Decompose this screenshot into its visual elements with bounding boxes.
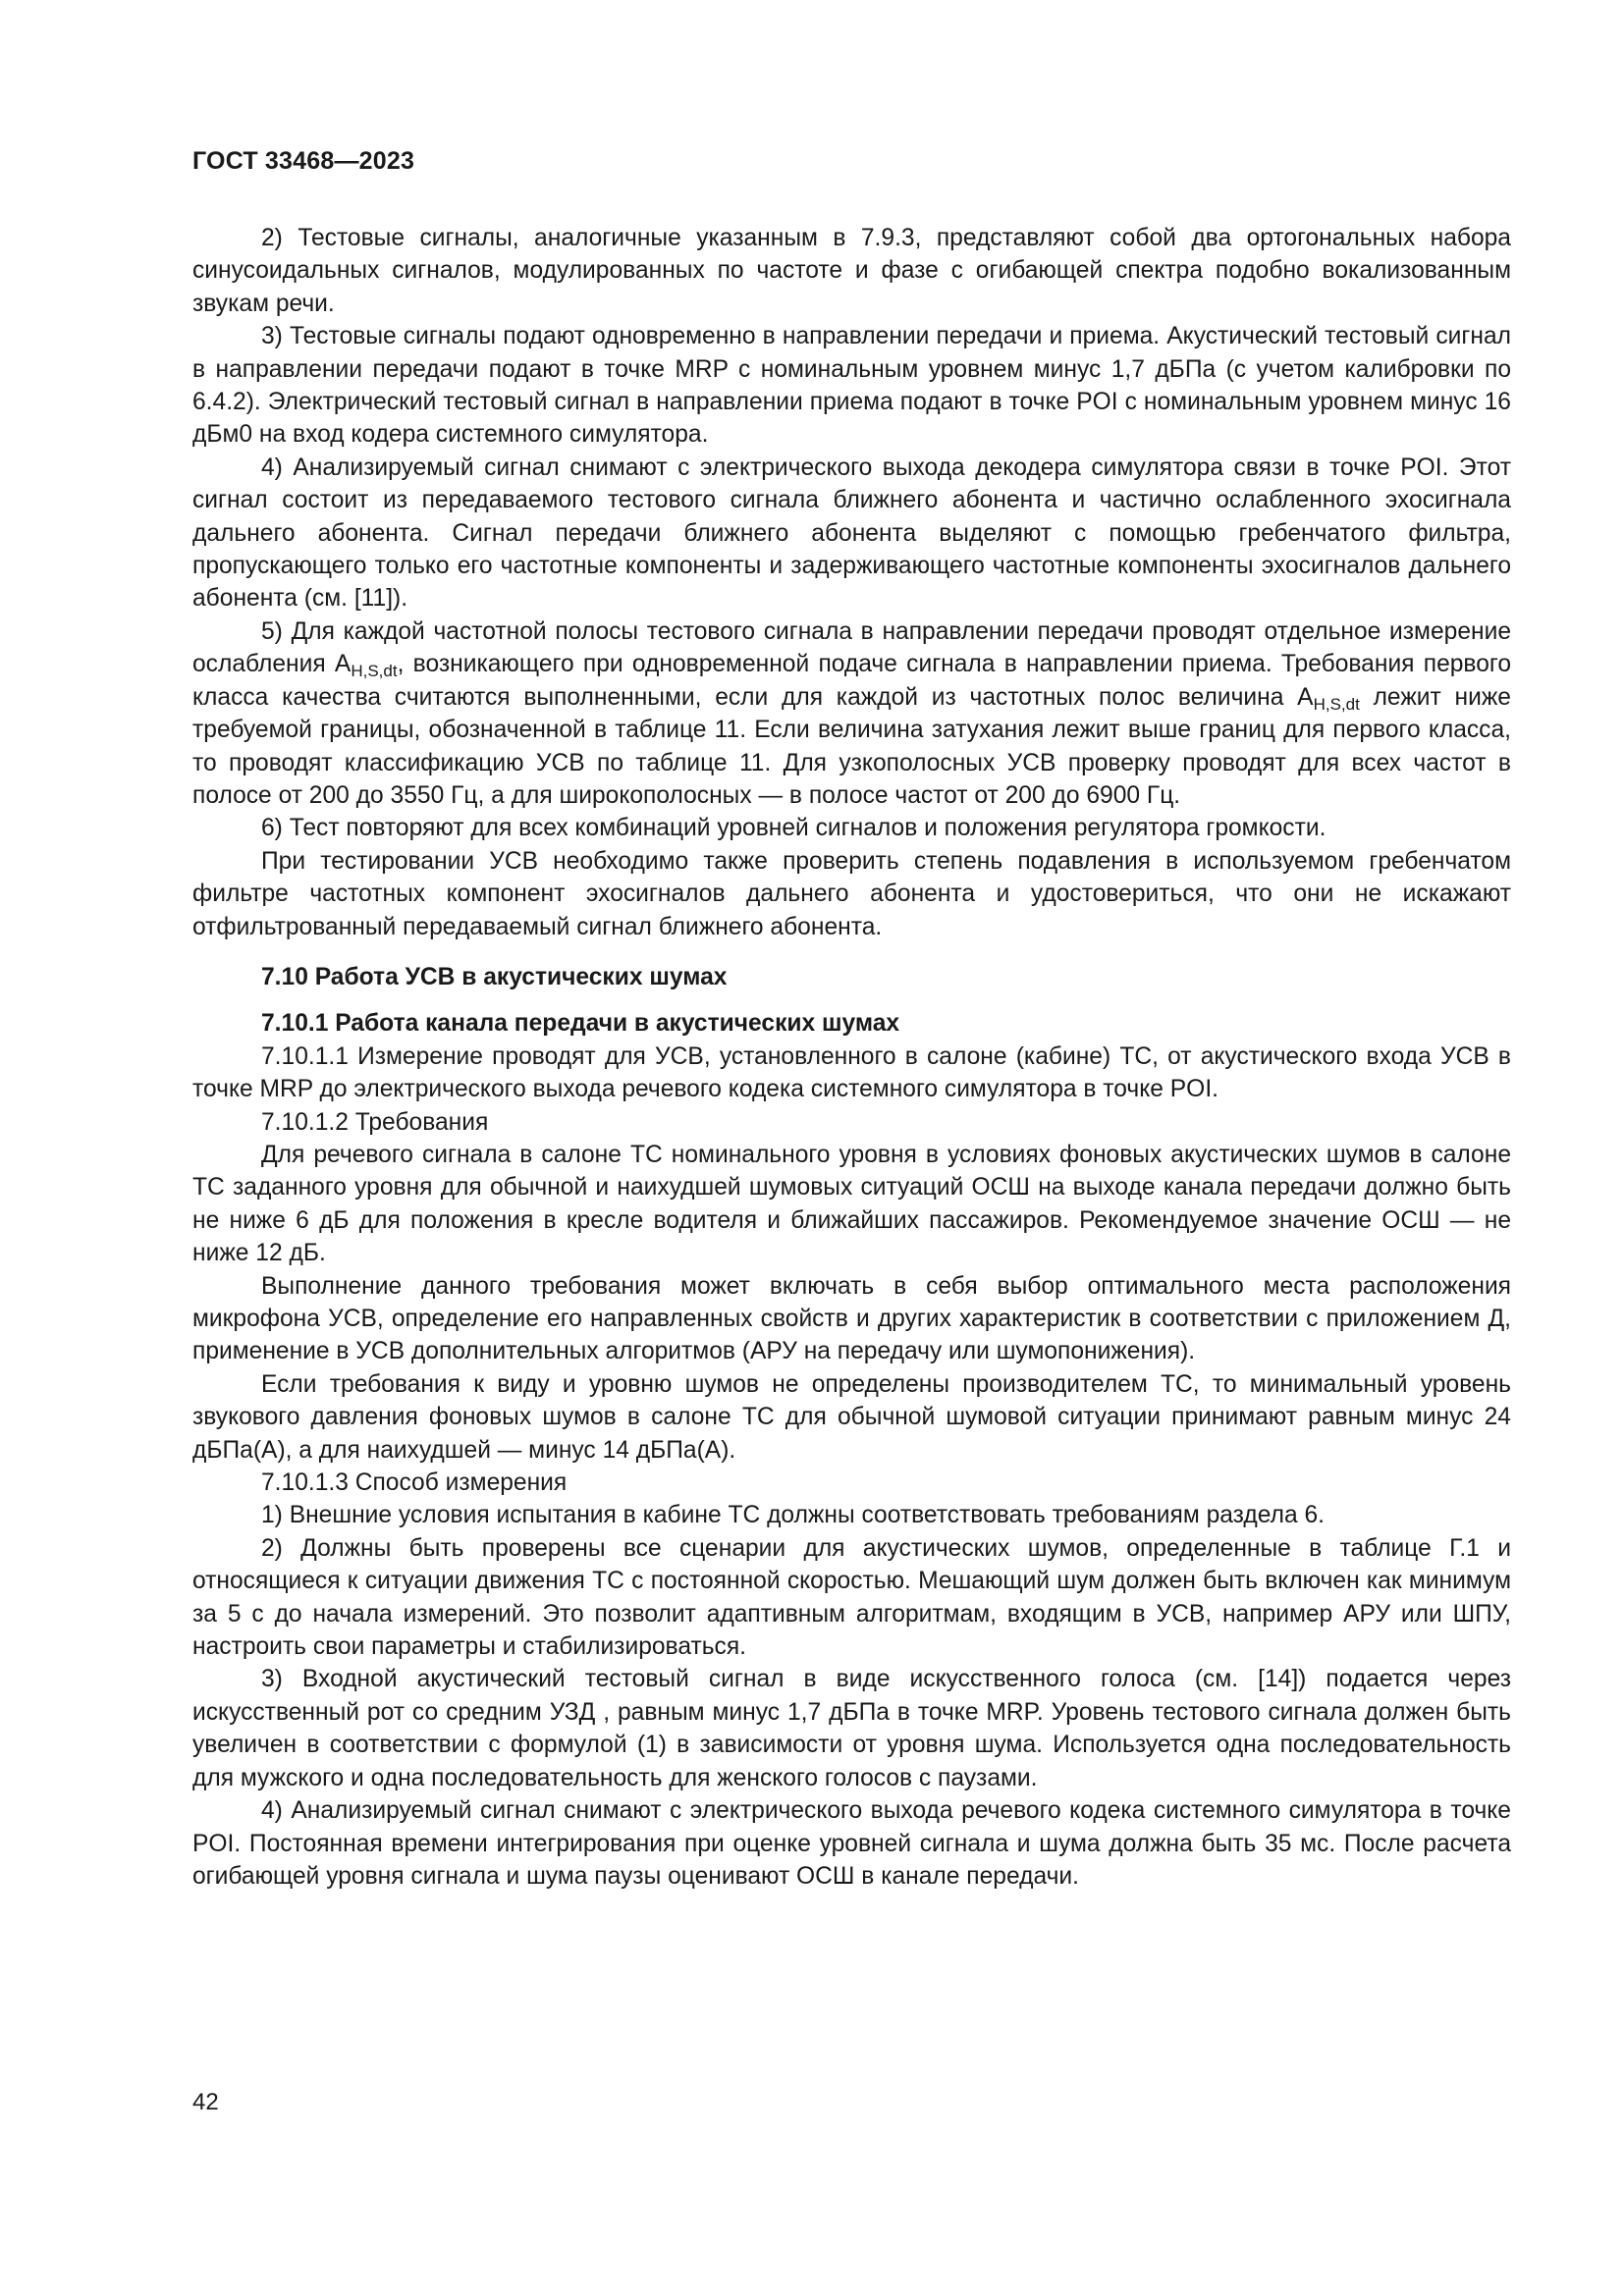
paragraph: При тестировании УСВ необходимо также проверить степень подавления в используемом гребенчатом фильтре частотных компонент эхосигналов дальнего абонента и удостовериться, что они не искажают отфильтрованный передаваемый сигнал ближнего абонента. [192, 847, 1511, 940]
subsection-heading: 7.10.1 Работа канала передачи в акустических шумах [261, 1010, 900, 1038]
paragraph: Для речевого сигнала в салоне ТС номинального уровня в условиях фоновых акустических шумов в салоне ТС заданного уровня для обычной и наихудшей шумовых ситуаций ОСШ на выходе канала передачи должно быть не ниже 6 дБ для положения в кресле водителя и ближайших пассажиров. Рекомендуемое значение ОСШ — не ниже 12 дБ. [192, 1141, 1511, 1267]
paragraph: 3) Входной акустический тестовый сигнал в виде искусственного голоса (см. [14]) подается через искусственный рот со средним УЗД , равным минус 1,7 дБПа в точке MRP. Уровень тестового сигнала должен быть увеличен в соответствии с формулой (1) в зависимости от уровня шума. Используется одна последовательность для мужского и одна последовательность для женского голосов с паузами. [192, 1666, 1511, 1791]
page-body [192, 222, 1511, 1893]
paragraph: 6) Тест повторяют для всех комбинаций уровней сигналов и положения регулятора громкости. [261, 815, 1326, 842]
text-run: 5) Для каждой частотной полосы тестового сигнала в направлении передачи проводят отдельное измерение ослабления [192, 617, 1511, 678]
document-code: ГОСТ 33468—2023 [192, 147, 415, 175]
text-run: лежит ниже требуемой границы, обозначенной в таблице 11. Если величина затухания лежит выше границ для первого класса, то проводят классификацию УСВ по таблице 11. Для узкополосных УСВ проверку проводят для всех частот в полосе от 200 до 3550 Гц, а для широкополосных — в полосе частот от 200 до 6900 Гц. [192, 683, 1511, 809]
page-number: 42 [192, 2089, 219, 2115]
section-heading: 7.10 Работа УСВ в акустических шумах [261, 963, 728, 990]
paragraph-attenuation [192, 615, 1511, 812]
paragraph: 4) Анализируемый сигнал снимают с электрического выхода декодера симулятора связи в точке POI. Этот сигнал состоит из передаваемого тестового сигнала ближнего абонента и частично ослабленного эхосигнала дальнего абонента. Сигнал передачи ближнего абонента выделяют с помощью гребенчатого фильтра, пропускающего только его частотные компоненты и задерживающего частотные компоненты эхосигналов дальнего абонента (см. [11]). [192, 454, 1511, 613]
symbol: A [334, 651, 352, 678]
paragraph: 2) Тестовые сигналы, аналогичные указанным в 7.9.3, представляют собой два ортогональных набора синусоидальных сигналов, модулированных по частоте и фазе с огибающей спектра подобно вокализованным звукам речи. [192, 225, 1511, 317]
subscript: H,S,dt [1313, 694, 1360, 714]
paragraph: 4) Анализируемый сигнал снимают с электрического выхода речевого кодека системного симулятора в точке POI. Постоянная времени интегрирования при оценке уровней сигнала и шума должна быть 35 мс. После расчета огибающей уровня сигнала и шума паузы оценивают ОСШ в канале передачи. [192, 1797, 1511, 1890]
paragraph: 2) Должны быть проверены все сценарии для акустических шумов, определенные в таблице Г.1 и относящиеся к ситуации движения ТС с постоянной скоростью. Мешающий шум должен быть включен как минимум за 5 с до начала измерений. Это позволит адаптивным алгоритмам, входящим в УСВ, например АРУ или ШПУ, настроить свои параметры и стабилизироваться. [192, 1534, 1511, 1661]
symbol: A [1297, 683, 1314, 711]
paragraph: 7.10.1.2 Требования [261, 1108, 489, 1136]
paragraph: 7.10.1.3 Способ измерения [261, 1469, 568, 1497]
paragraph: Выполнение данного требования может включать в себя выбор оптимального места расположения микрофона УСВ, определение его направленных свойств и других характеристик в соответствии с приложением Д, применение в УСВ дополнительных алгоритмов (АРУ на передачу или шумопонижения). [192, 1272, 1511, 1365]
paragraph: 1) Внешние условия испытания в кабине ТС должны соответствовать требованиям раздела 6. [261, 1502, 1325, 1529]
paragraph: Если требования к виду и уровню шумов не определены производителем ТС, то минимальный уровень звукового давления фоновых шумов в салоне ТС для обычной шумовой ситуации принимают равным минус 24 дБПа(А), а для наихудшей — минус 14 дБПа(А). [192, 1370, 1511, 1464]
subscript: H,S,dt [351, 662, 398, 681]
text-run: , возникающего при одновременной подаче сигнала в направлении приема. Требования первого класса качества считаются выполненными, если для каждой из частотных полос величина [192, 651, 1512, 711]
paragraph: 7.10.1.1 Измерение проводят для УСВ, установленного в салоне (кабине) ТС, от акустического входа УСВ в точке MRP до электрического выхода речевого кодека системного симулятора в точке POI. [192, 1042, 1511, 1103]
paragraph: 3) Тестовые сигналы подают одновременно в направлении передачи и приема. Акустический тестовый сигнал в направлении передачи подают в точке MRP с номинальным уровнем минус 1,7 дБПа (с учетом калибровки по 6.4.2). Электрический тестовый сигнал в направлении приема подают в точке POI с номинальным уровнем минус 16 дБм0 на вход кодера системного симулятора. [192, 323, 1511, 449]
